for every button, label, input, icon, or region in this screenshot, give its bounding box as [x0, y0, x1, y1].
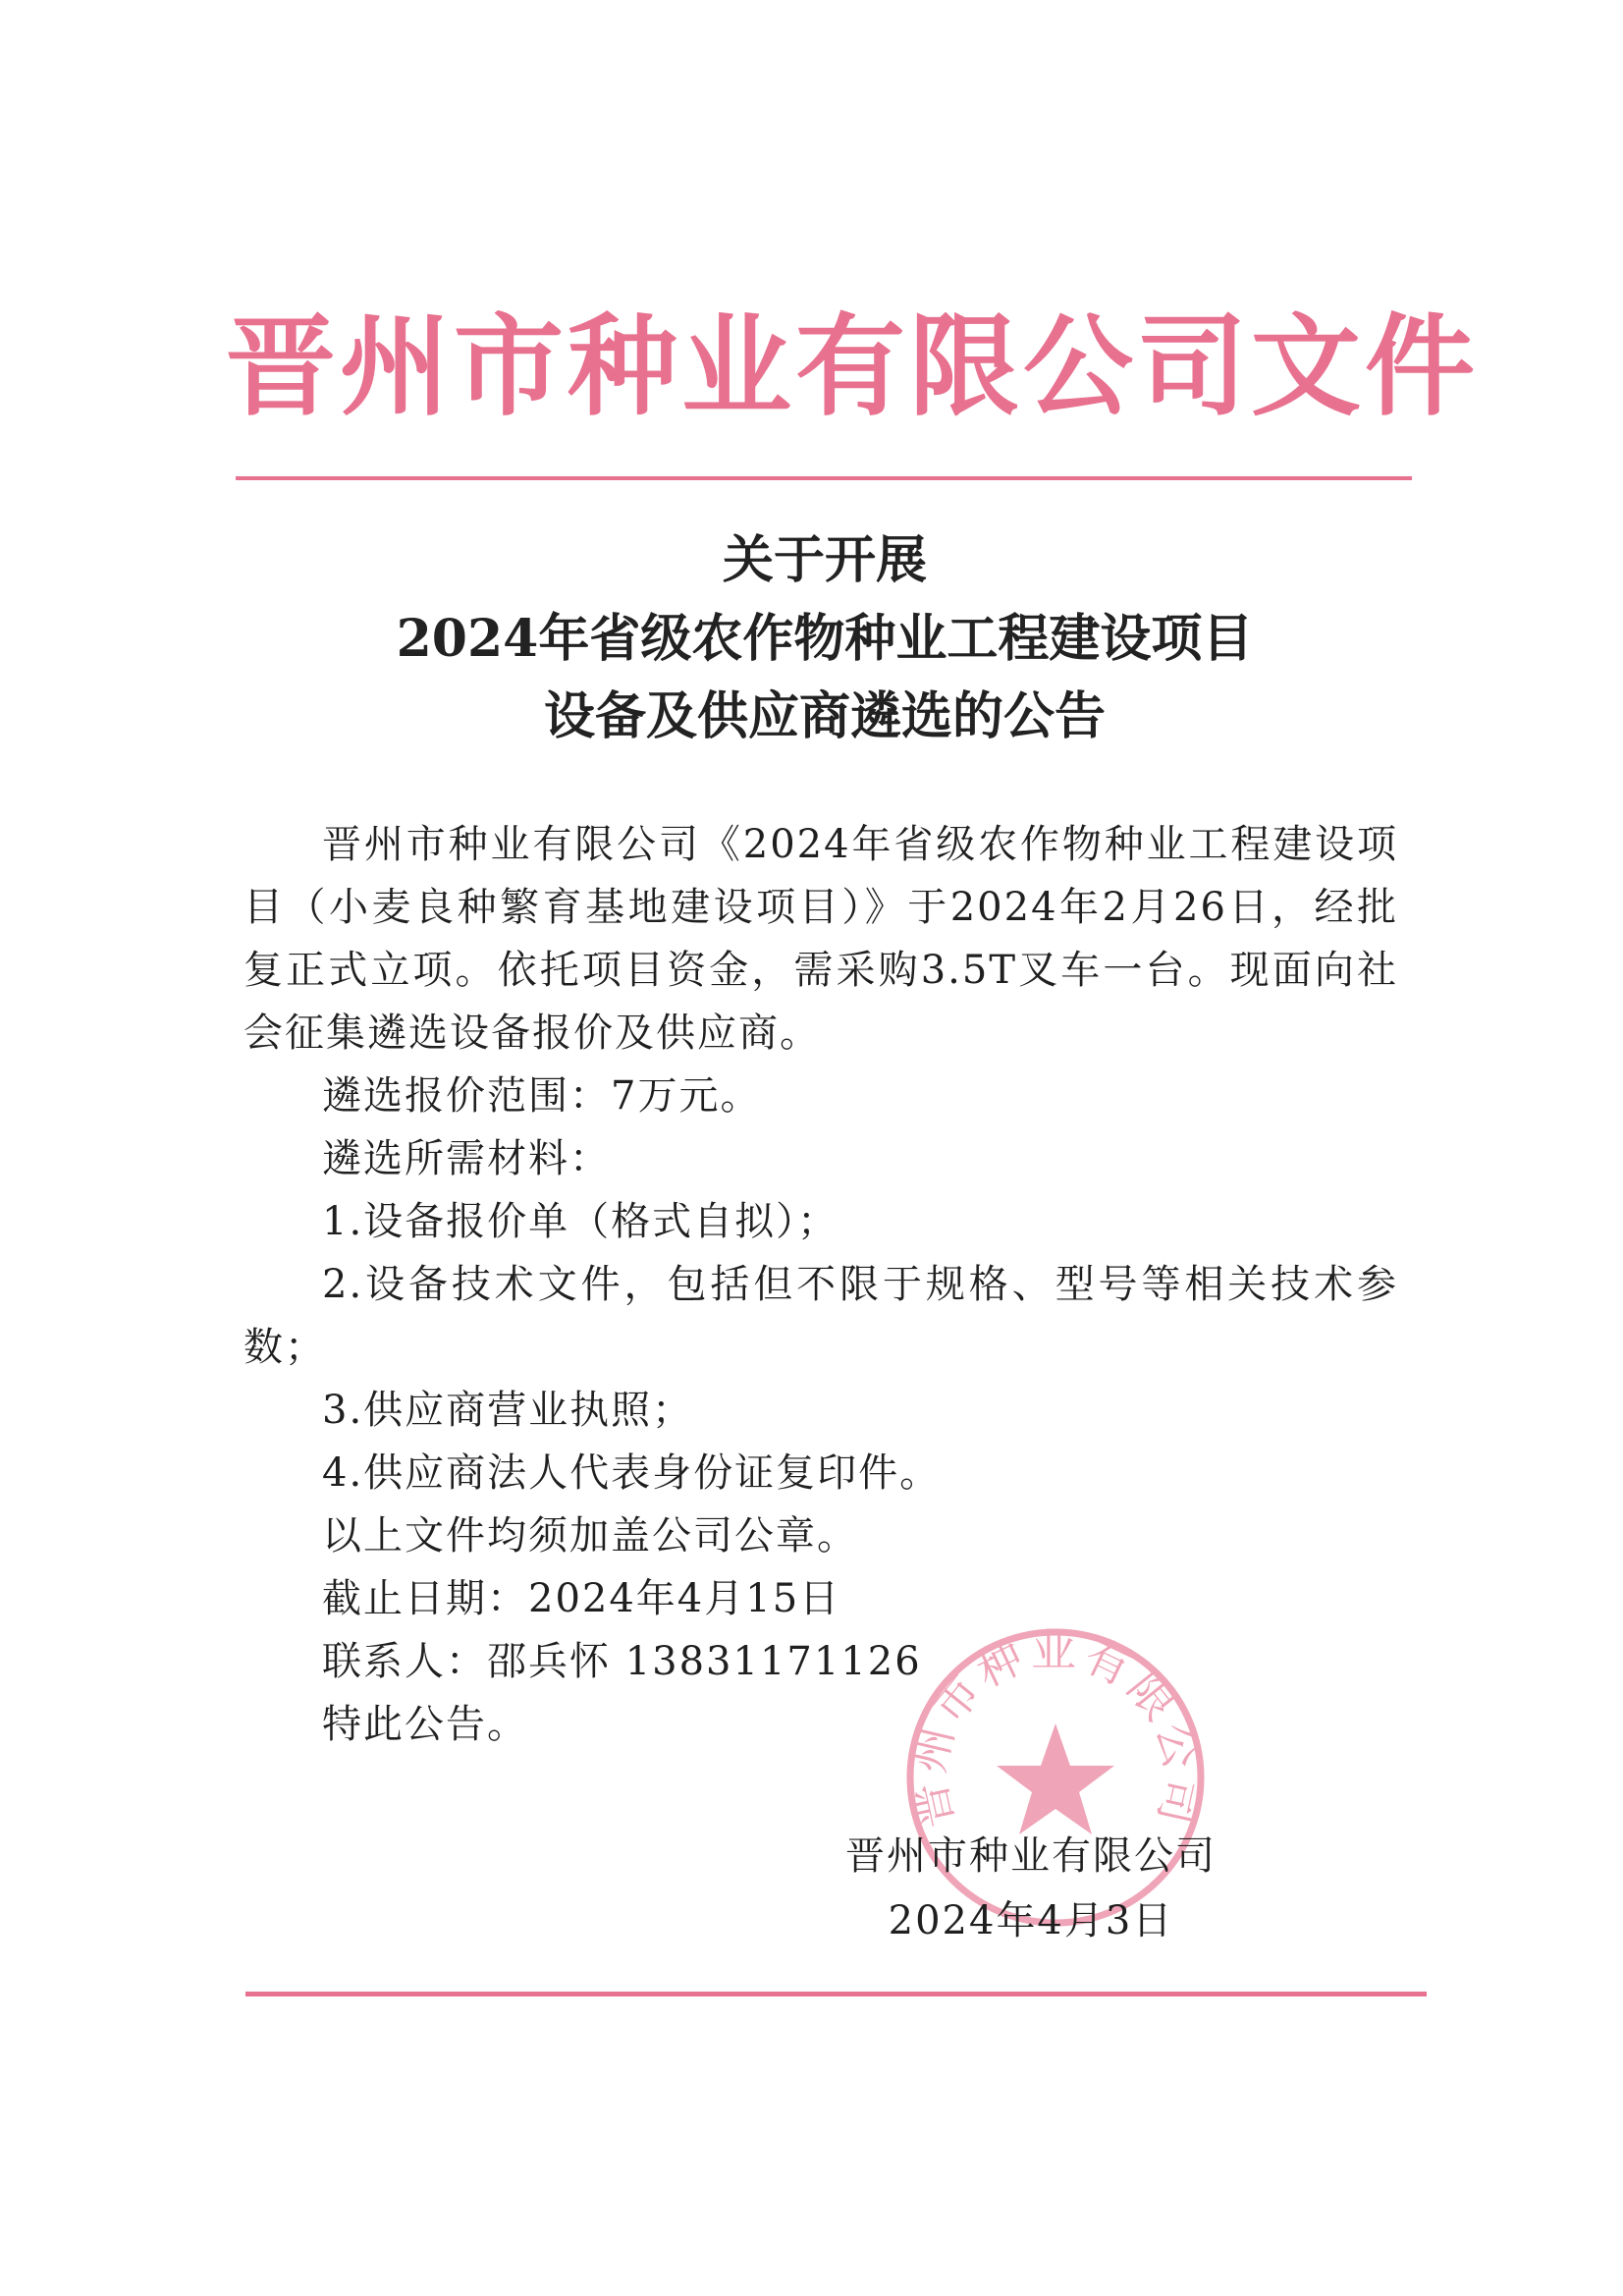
- deadline: 截止日期：2024年4月15日: [322, 1576, 841, 1621]
- material-item: 1.设备报价单（格式自拟）；: [322, 1199, 839, 1244]
- price-range: 遴选报价范围：7万元。: [322, 1073, 762, 1119]
- notice-title-line-3: 设备及供应商遴选的公告: [543, 686, 1106, 746]
- company-seal-stamp: [898, 1620, 1213, 1935]
- material-item: 2.设备技术文件，包括但不限于规格、型号等相关技术参数；: [243, 1262, 1398, 1370]
- notice-body: [243, 813, 1398, 1756]
- notice-title-line-1: 关于开展: [722, 530, 927, 590]
- material-item: 4.供应商法人代表身份证复印件。: [322, 1450, 942, 1496]
- masthead-divider: [236, 476, 1412, 480]
- seal-star-icon: [997, 1723, 1114, 1834]
- closing-remark: 特此公告。: [322, 1702, 528, 1747]
- signature-date: 2024年4月3日: [888, 1898, 1174, 1943]
- intro-paragraph: 晋州市种业有限公司《2024年省级农作物种业工程建设项目（小麦良种繁育基地建设项目）》于2024年2月26日，经批复正式立项。依托项目资金，需采购3.5T叉车一台。现面向社会征集遴选设备报价及供应商。: [243, 822, 1398, 1056]
- material-item: 3.供应商营业执照；: [322, 1388, 694, 1433]
- contact: 联系人：邵兵怀 13831171126: [322, 1639, 922, 1684]
- footer-divider: [245, 1992, 1427, 1996]
- materials-heading: 遴选所需材料：: [322, 1136, 611, 1181]
- masthead-title: 晋州市种业有限公司文件: [226, 303, 1479, 431]
- seal-text: 晋州市种业有限公司: [901, 1623, 1210, 1833]
- notice-title-line-2: 2024年省级农作物种业工程建设项目: [396, 609, 1254, 669]
- seal-requirement: 以上文件均须加盖公司公章。: [322, 1513, 858, 1558]
- signature-company: 晋州市种业有限公司: [845, 1833, 1217, 1879]
